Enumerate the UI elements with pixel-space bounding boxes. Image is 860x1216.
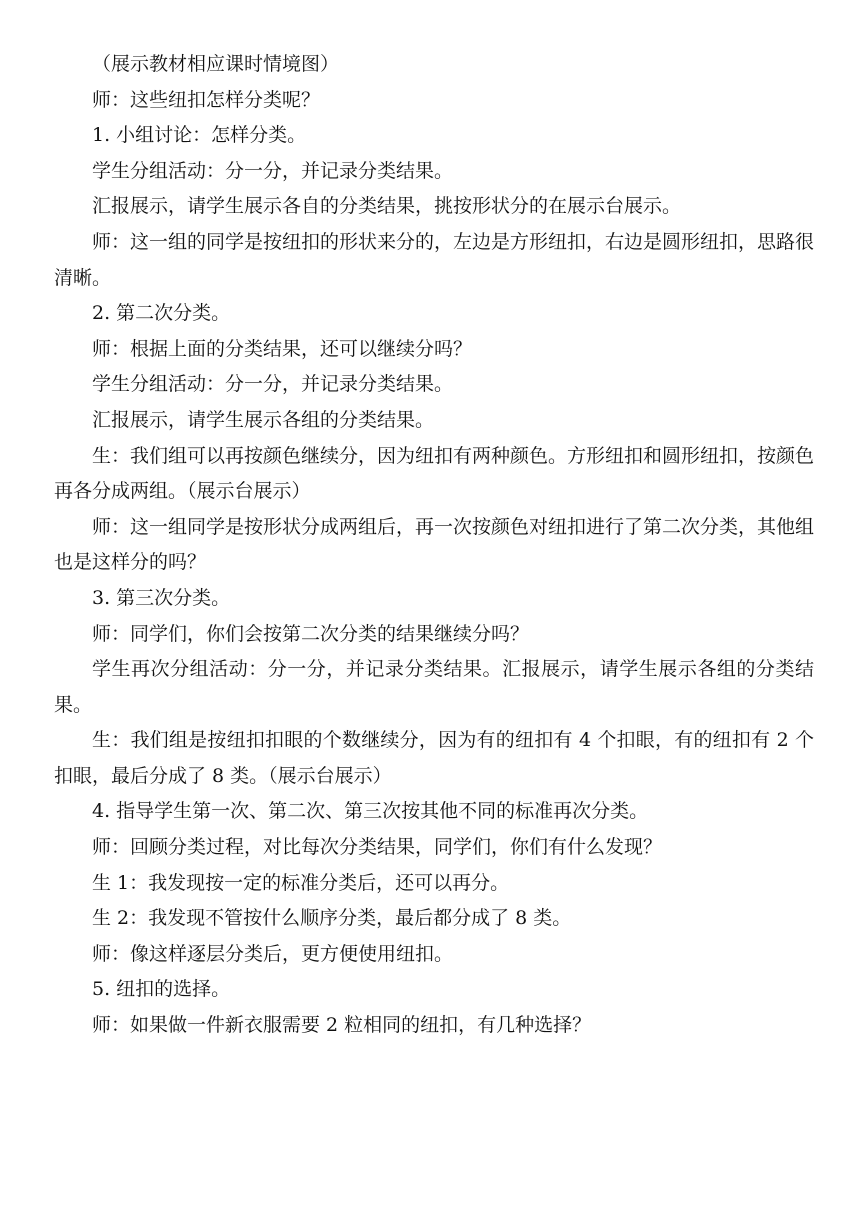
paragraph-step-3: 3. 第三次分类。	[92, 586, 231, 609]
paragraph-scene-note: （展示教材相应课时情境图）	[92, 53, 340, 75]
paragraph-step-1: 1. 小组讨论：怎样分类。	[92, 124, 307, 147]
paragraph-step-5: 5. 纽扣的选择。	[92, 978, 231, 1001]
paragraph: 师：像这样逐层分类后，更方便使用纽扣。	[92, 942, 454, 965]
paragraph: 师：这一组的同学是按纽扣的形状来分的，左边是方形纽扣，右边是圆形纽扣，思路很清晰。	[54, 230, 815, 289]
paragraph: 学生分组活动：分一分，并记录分类结果。	[92, 159, 454, 182]
paragraph: 学生分组活动：分一分，并记录分类结果。	[92, 373, 454, 396]
paragraph: 师：同学们，你们会按第二次分类的结果继续分吗？	[92, 622, 530, 645]
paragraph: 汇报展示，请学生展示各组的分类结果。	[92, 408, 435, 431]
paragraph: 学生再次分组活动：分一分，并记录分类结果。汇报展示，请学生展示各组的分类结果。	[54, 658, 814, 716]
paragraph-step-4: 4. 指导学生第一次、第二次、第三次按其他不同的标准再次分类。	[92, 800, 649, 823]
paragraph: 师：回顾分类过程，对比每次分类结果，同学们，你们有什么发现？	[92, 836, 663, 859]
paragraph-teacher-question: 师：这些纽扣怎样分类呢？	[92, 88, 321, 111]
paragraph: 汇报展示，请学生展示各自的分类结果，挑按形状分的在展示台展示。	[92, 195, 682, 218]
paragraph: 师：根据上面的分类结果，还可以继续分吗？	[92, 337, 473, 360]
paragraph-step-2: 2. 第二次分类。	[92, 302, 231, 325]
paragraph: 生：我们组是按纽扣扣眼的个数继续分，因为有的纽扣有 4 个扣眼，有的纽扣有 2 个扣眼，最后分成了 8 类。（展示台展示）	[54, 729, 814, 787]
paragraph: 师：这一组同学是按形状分成两组后，再一次按颜色对纽扣进行了第二次分类，其他组也是这样分的吗？	[54, 515, 815, 574]
paragraph: 师：如果做一件新衣服需要 2 粒相同的纽扣，有几种选择？	[92, 1014, 592, 1037]
paragraph: 生 2：我发现不管按什么顺序分类，最后都分成了 8 类。	[92, 907, 572, 930]
paragraph: 生 1：我发现按一定的标准分类后，还可以再分。	[92, 871, 510, 894]
paragraph: 生：我们组可以再按颜色继续分，因为纽扣有两种颜色。方形纽扣和圆形纽扣，按颜色再各分成两组。（展示台展示）	[54, 444, 815, 503]
